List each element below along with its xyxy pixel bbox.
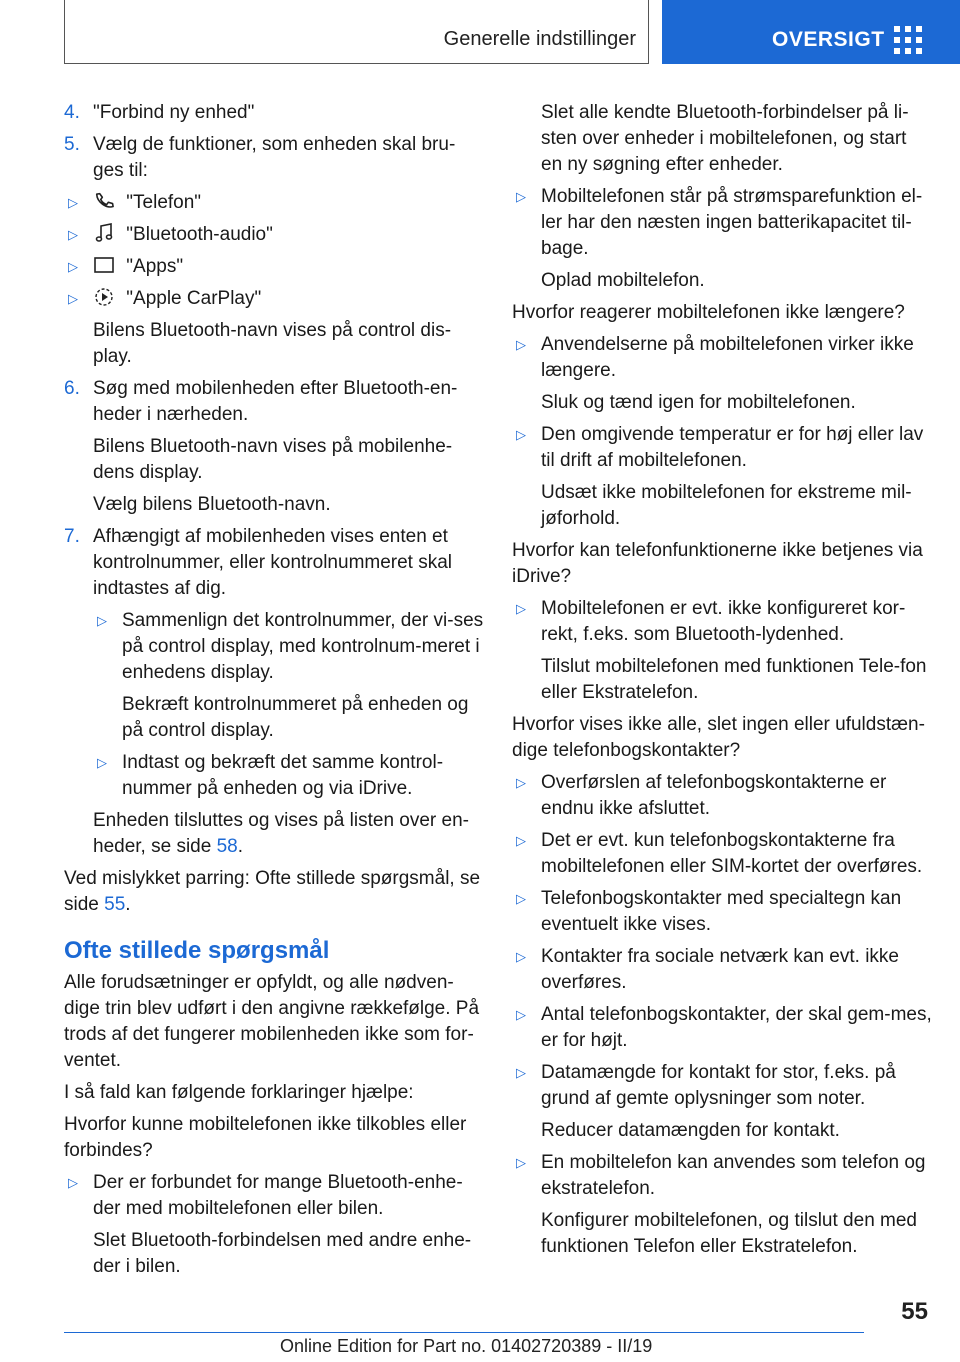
option-label: "Apps" (126, 256, 184, 277)
step-number: 5. (64, 134, 80, 155)
bullet-triangle-icon: ▷ (97, 755, 107, 770)
step-text: Vælg de funktioner, som enheden skal bru-ges til: (93, 134, 456, 181)
apps-icon (93, 254, 115, 276)
bullet-text: Der er forbundet for mange Bluetooth-enhe-der med mobiltelefonen eller bilen. (93, 1172, 463, 1219)
page-link-55[interactable]: 55 (104, 894, 126, 915)
bullet-triangle-icon: ▷ (68, 227, 78, 242)
carplay-icon (93, 286, 115, 308)
right-column (512, 100, 932, 1266)
bullet-triangle-icon: ▷ (516, 833, 526, 848)
bullet-note: Slet alle kendte Bluetooth-forbindelser på li-sten over enheder i mobiltelefonen, og start en ny søgning efter enheder. (541, 102, 909, 175)
step-number: 7. (64, 526, 80, 547)
overview-label: OVERSIGT (772, 28, 885, 51)
faq-question: Hvorfor vises ikke alle, slet ingen eller ufuldstæn-dige telefonbogskontakter? (512, 714, 925, 761)
faq-bullet (64, 1170, 484, 1280)
faq-heading: Ofte stillede spørgsmål (64, 937, 330, 964)
bullet-triangle-icon: ▷ (516, 337, 526, 352)
bullet-text: Antal telefonbogskontakter, der skal gem-mes, er for højt. (541, 1004, 932, 1051)
bullet-text: Anvendelserne på mobiltelefonen virker ikke længere. (541, 334, 914, 381)
bullet-note: Reducer datamængden for kontakt. (541, 1120, 840, 1141)
faq-bullet (512, 332, 932, 416)
step6-note: Vælg bilens Bluetooth-navn. (93, 494, 331, 515)
faq-bullet (512, 770, 932, 822)
note-text: Enheden tilsluttes og vises på listen over en-heder, se side (93, 810, 469, 857)
pairing-failed-text (64, 866, 484, 918)
option-audio (64, 222, 484, 248)
faq-bullet (512, 1060, 932, 1144)
music-note-icon (93, 222, 115, 244)
bullet-triangle-icon: ▷ (516, 891, 526, 906)
step7-note (64, 808, 484, 860)
step-number: 4. (64, 102, 80, 123)
bullet-note: Konfigurer mobiltelefonen, og tilslut den med funktionen Telefon eller Ekstratelefon. (541, 1210, 918, 1257)
option-phone (64, 190, 484, 216)
faq-bullet (512, 184, 932, 294)
step-text: Søg med mobilenheden efter Bluetooth-en-heder i nærheden. (93, 378, 458, 425)
step5-note: Bilens Bluetooth-navn vises på control dis-play. (93, 320, 452, 367)
phone-icon (93, 190, 115, 212)
step-5 (64, 132, 484, 184)
bullet-text: Det er evt. kun telefonbogskontakterne fra mobiltelefonen eller SIM-kortet der overføres. (541, 830, 923, 877)
option-apps (64, 254, 484, 280)
bullet-triangle-icon: ▷ (516, 1065, 526, 1080)
footer-edition: Online Edition for Part no. 01402720389 - II/19 (280, 1336, 653, 1356)
bullet-text: Den omgivende temperatur er for høj eller lav til drift af mobiltelefonen. (541, 424, 924, 471)
step6-note: Bilens Bluetooth-navn vises på mobilenhe-dens display. (93, 436, 453, 483)
bullet-note: Udsæt ikke mobiltelefonen for ekstreme mil-jøforhold. (541, 482, 912, 529)
bullet-text: Mobiltelefonen står på strømsparefunktion el-ler har den næsten ingen batterikapacitet til-bage. (541, 186, 923, 259)
section-title: Generelle indstillinger (443, 28, 636, 50)
faq-question: Hvorfor kan telefonfunktionerne ikke betjenes via iDrive? (512, 540, 923, 587)
bullet-triangle-icon: ▷ (68, 1175, 78, 1190)
grid-icon (894, 26, 922, 54)
bullet-text: Datamængde for kontakt for stor, f.eks. på grund af gemte oplysninger som noter. (541, 1062, 896, 1109)
step7-bullet (64, 750, 484, 802)
bullet-triangle-icon: ▷ (516, 775, 526, 790)
bullet-triangle-icon: ▷ (516, 1155, 526, 1170)
step-text: Afhængigt af mobilenheden vises enten et kontrolnummer, eller kontrolnummeret skal indtastes af dig. (93, 526, 453, 599)
note-text: . (125, 894, 131, 915)
bullet-triangle-icon: ▷ (516, 601, 526, 616)
bullet-note: Oplad mobiltelefon. (541, 270, 705, 291)
faq-bullet (512, 1150, 932, 1260)
bullet-triangle-icon: ▷ (68, 291, 78, 306)
faq-bullet (512, 422, 932, 532)
note-text: . (237, 836, 244, 857)
overview-nav-button[interactable] (662, 0, 960, 64)
bullet-text: Kontakter fra sociale netværk kan evt. ikke overføres. (541, 946, 899, 993)
step-7 (64, 524, 484, 602)
bullet-text: Overførslen af telefonbogskontakterne er endnu ikke afsluttet. (541, 772, 887, 819)
bullet-text: Telefonbogskontakter med specialtegn kan eventuelt ikke vises. (541, 888, 902, 935)
bullet-note: Tilslut mobiltelefonen med funktionen Tele-fon eller Ekstratelefon. (541, 656, 927, 703)
faq-bullet (512, 886, 932, 938)
step7-bullet (64, 608, 484, 744)
option-label: "Bluetooth-audio" (126, 224, 273, 245)
faq-bullet (512, 828, 932, 880)
faq-help: I så fald kan følgende forklaringer hjælpe: (64, 1082, 414, 1103)
bullet-triangle-icon: ▷ (516, 949, 526, 964)
faq-intro: Alle forudsætninger er opfyldt, og alle nødven-dige trin blev udført i den angivne rækkefølge. På trods af det fungerer mobilenheden ikke som for-ventet. (64, 972, 480, 1071)
bullet-triangle-icon: ▷ (516, 427, 526, 442)
header-section-box (64, 0, 649, 64)
bullet-triangle-icon: ▷ (516, 189, 526, 204)
page-link-58[interactable]: 58 (216, 836, 238, 857)
faq-question: Hvorfor reagerer mobiltelefonen ikke længere? (512, 302, 905, 323)
bullet-text: Mobiltelefonen er evt. ikke konfigureret kor-rekt, f.eks. som Bluetooth-lydenhed. (541, 598, 906, 645)
footer-divider (64, 1332, 864, 1333)
step-6 (64, 376, 484, 428)
bullet-text: En mobiltelefon kan anvendes som telefon og ekstratelefon. (541, 1152, 926, 1199)
faq-question: Hvorfor kunne mobiltelefonen ikke tilkobles eller forbindes? (64, 1114, 467, 1161)
option-carplay (64, 286, 484, 312)
faq-bullet (512, 596, 932, 706)
left-column (64, 100, 484, 1286)
option-label: "Apple CarPlay" (126, 288, 262, 309)
bullet-note: Slet Bluetooth-forbindelsen med andre enhe-der i bilen. (93, 1230, 472, 1277)
faq-bullet (512, 944, 932, 996)
bullet-text: Indtast og bekræft det samme kontrol-nummer på enheden og via iDrive. (122, 752, 444, 799)
step-text: "Forbind ny enhed" (93, 102, 255, 123)
bullet-triangle-icon: ▷ (97, 613, 107, 628)
bullet-note: Sluk og tænd igen for mobiltelefonen. (541, 392, 856, 413)
faq-bullet (512, 1002, 932, 1054)
bullet-note: Bekræft kontrolnummeret på enheden og på control display. (122, 694, 469, 741)
bullet-triangle-icon: ▷ (516, 1007, 526, 1022)
bullet-text: Sammenlign det kontrolnummer, der vi-ses på control display, med kontrolnum-meret i enhedens display. (122, 610, 484, 683)
note-text: Ved mislykket parring: Ofte stillede spørgsmål, se side (64, 868, 481, 915)
page-number: 55 (901, 1298, 928, 1325)
step-number: 6. (64, 378, 80, 399)
step-4 (64, 100, 484, 126)
option-label: "Telefon" (126, 192, 202, 213)
bullet-triangle-icon: ▷ (68, 259, 78, 274)
bullet-triangle-icon: ▷ (68, 195, 78, 210)
